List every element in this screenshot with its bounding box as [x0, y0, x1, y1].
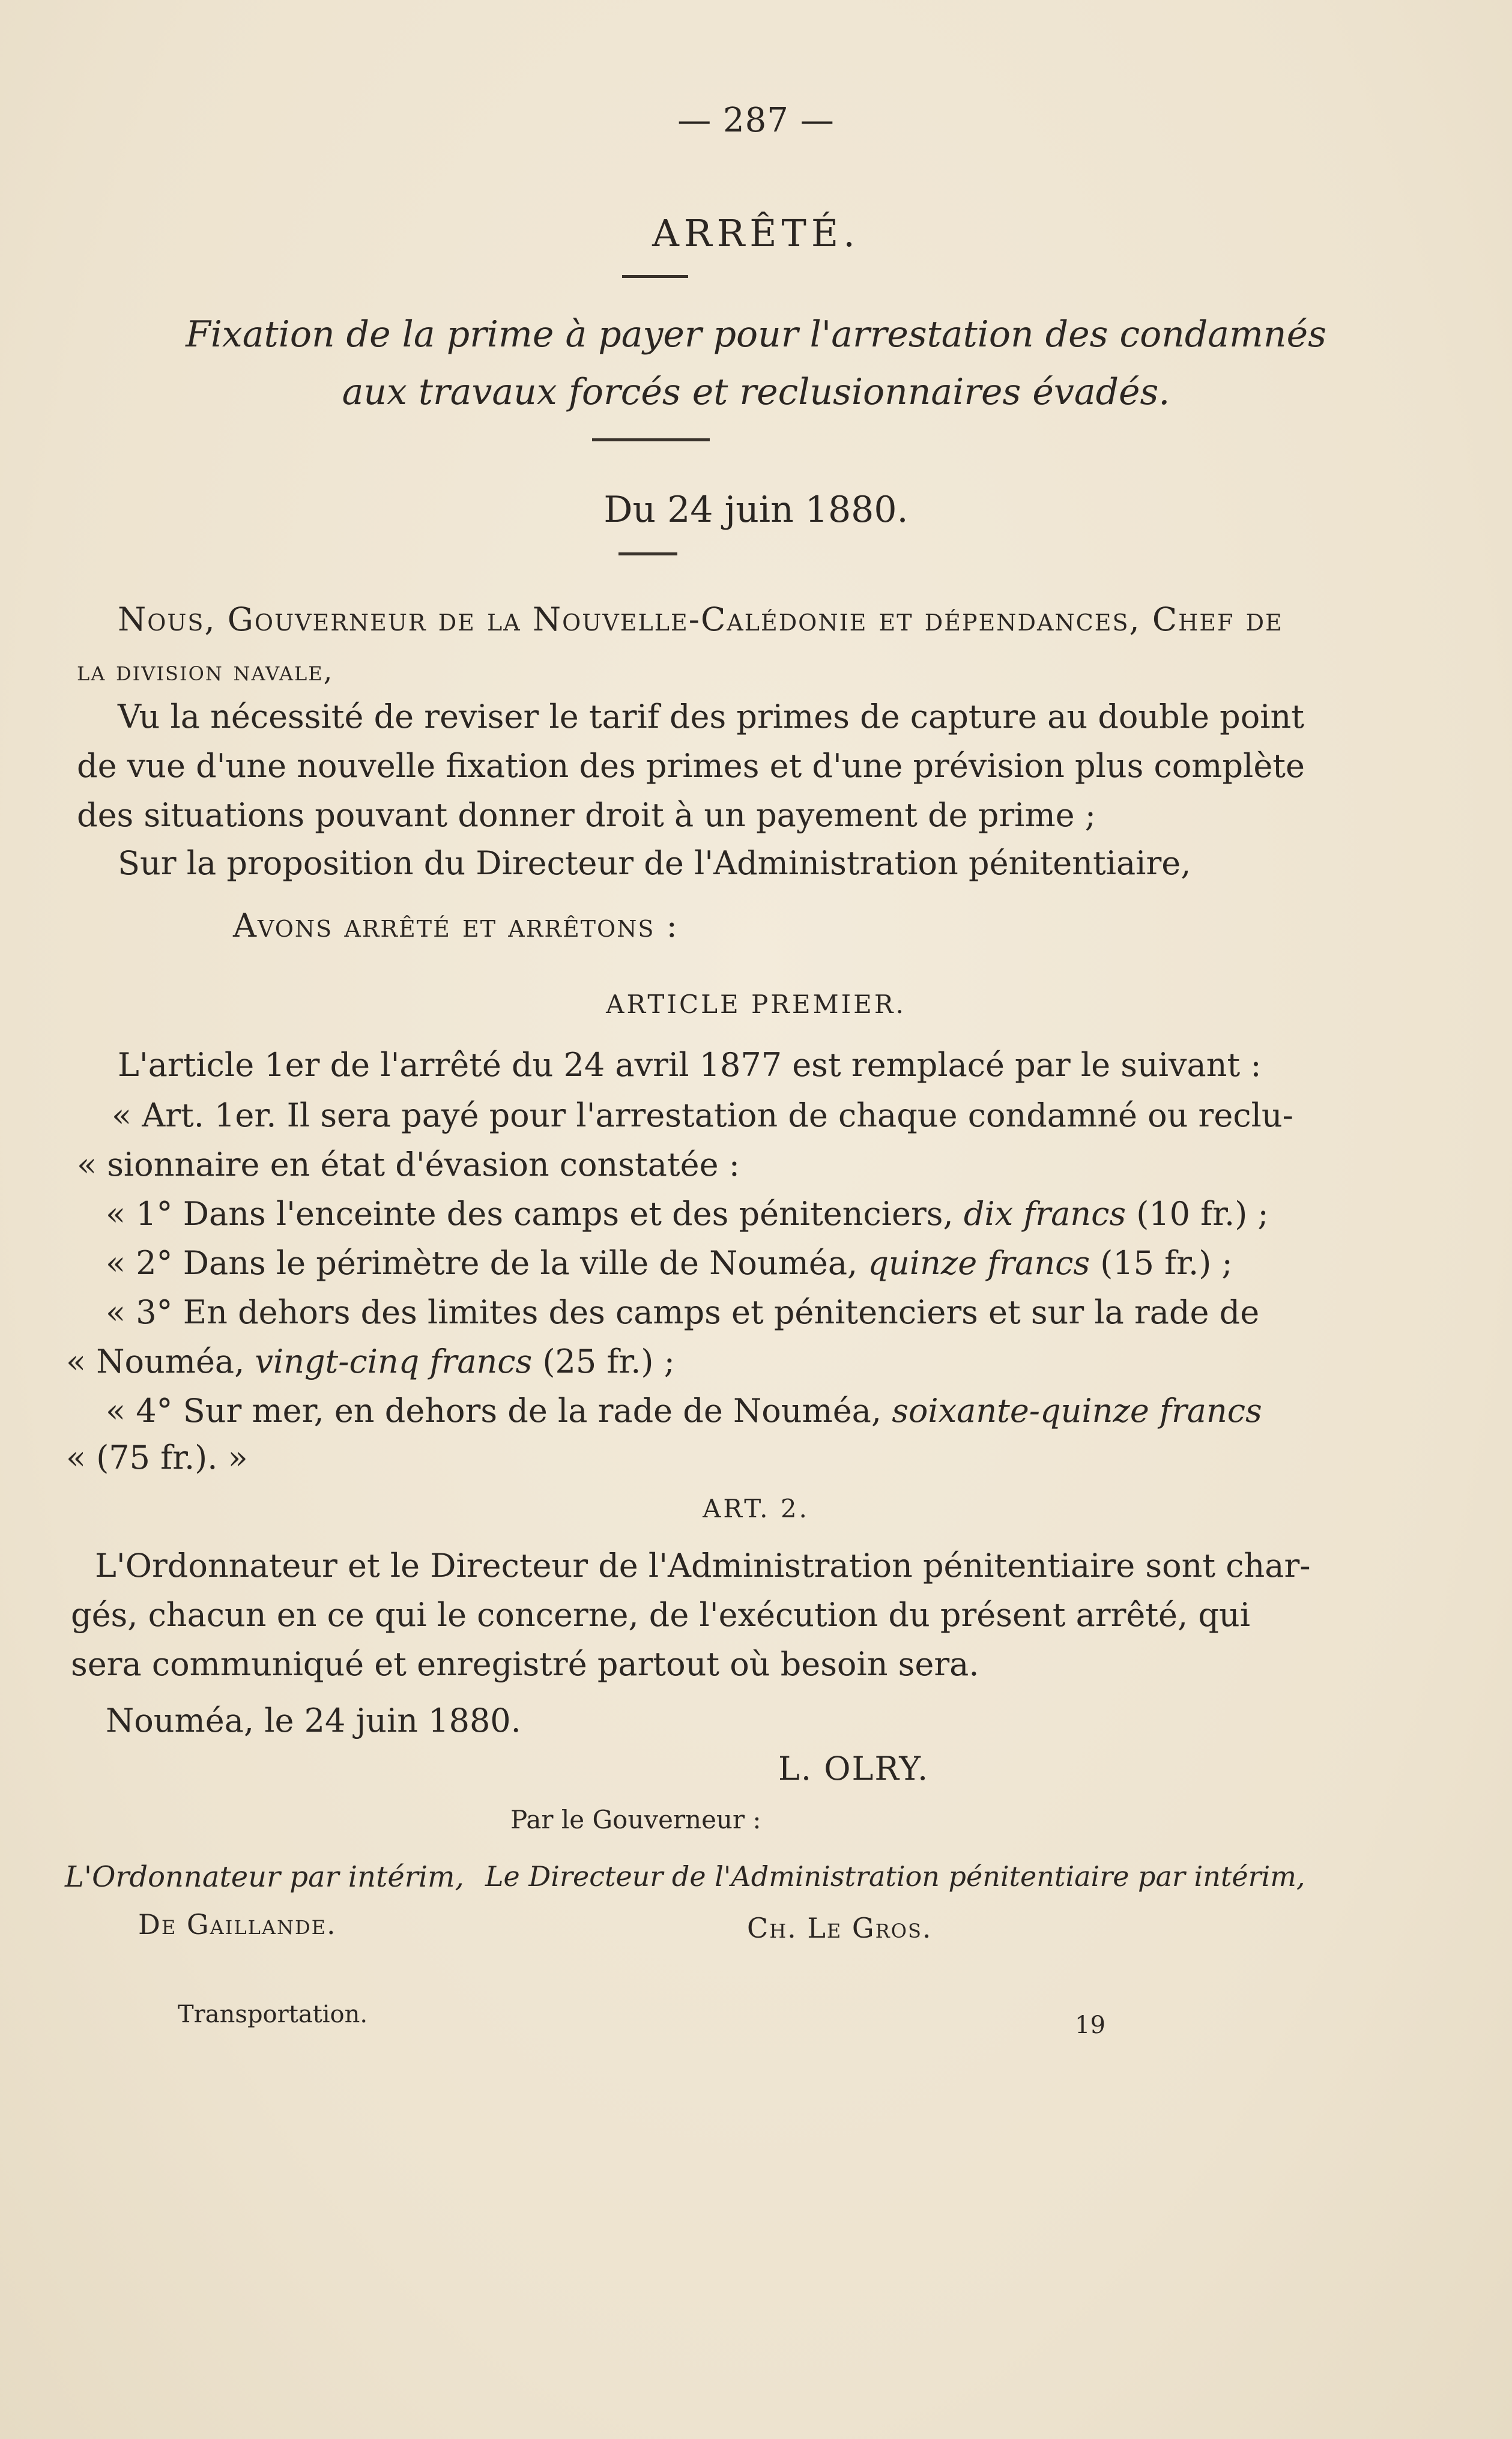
date-divider: [618, 552, 677, 555]
decree-formula: Avons arrêté et arrêtons :: [233, 907, 679, 944]
article-1-line-4-sum: (10 fr.) ;: [1136, 1195, 1269, 1233]
article-1-line-7-text: « Nouméa,: [66, 1343, 245, 1380]
subtitle-line-1: Fixation de la prime à payer pour l'arrestation des condamnés: [186, 313, 1326, 355]
title-divider: [622, 275, 688, 278]
directeur-name: Ch. Le Gros.: [747, 1912, 933, 1944]
article-1-line-8-amount: soixante-quinze francs: [892, 1392, 1262, 1430]
governor-signature: L. OLRY.: [778, 1750, 930, 1788]
article-1-line-4-text: « 1° Dans l'enceinte des camps et des pénitenciers,: [106, 1195, 954, 1233]
article-1-line-4: [106, 1195, 1269, 1233]
directeur-title: Le Directeur de l'Administration pénitentiaire par intérim,: [485, 1860, 1305, 1893]
ordonnateur-name: De Gaillande.: [138, 1908, 337, 1941]
article-1-heading: ARTICLE PREMIER.: [606, 990, 906, 1019]
preamble-line-1: Nous, Gouverneur de la Nouvelle-Calédonie et dépendances, Chef de: [118, 600, 1283, 638]
subtitle-divider: [592, 438, 710, 441]
section-label: Transportation.: [178, 2001, 368, 2028]
article-1-line-4-amount: dix francs: [963, 1195, 1126, 1233]
page-title: ARRÊTÉ.: [652, 211, 860, 255]
preamble-line-2: la division navale,: [77, 654, 334, 687]
article-1-line-2: « Art. 1er. Il sera payé pour l'arrestation de chaque condamné ou reclu-: [112, 1096, 1293, 1134]
article-1-line-1: L'article 1er de l'arrêté du 24 avril 1877 est remplacé par le suivant :: [118, 1046, 1262, 1084]
article-2-heading: ART. 2.: [703, 1494, 809, 1523]
article-1-line-5: [106, 1244, 1247, 1282]
article-1-line-6: « 3° En dehors des limites des camps et pénitenciers et sur la rade de: [106, 1293, 1260, 1331]
article-1-line-5-amount: quinze francs: [868, 1244, 1090, 1282]
article-1-line-5-sum: (15 fr.) ;: [1100, 1244, 1233, 1282]
page-number: — 287 —: [677, 101, 835, 140]
by-governor-label: Par le Gouverneur :: [510, 1805, 761, 1834]
article-1-line-8: [106, 1392, 1262, 1430]
article-2-line-3: sera communiqué et enregistré partout où besoin sera.: [71, 1645, 979, 1683]
preamble-line-6: Sur la proposition du Directeur de l'Administration pénitentiaire,: [118, 844, 1191, 882]
article-1-line-3: « sionnaire en état d'évasion constatée :: [77, 1146, 740, 1183]
signature-mark: 19: [1075, 2011, 1105, 2039]
article-1-line-7: [66, 1343, 1207, 1380]
ordonnateur-title: L'Ordonnateur par intérim,: [65, 1860, 464, 1894]
article-1-line-7-sum: (25 fr.) ;: [542, 1343, 675, 1380]
preamble-line-5: des situations pouvant donner droit à un payement de prime ;: [77, 796, 1096, 834]
article-1-line-9: « (75 fr.). »: [66, 1439, 248, 1476]
article-1-line-7-amount: vingt-cinq francs: [255, 1343, 533, 1380]
subtitle-line-2: aux travaux forcés et reclusionnaires évadés.: [342, 371, 1170, 413]
article-1-line-8-text: « 4° Sur mer, en dehors de la rade de Nouméa,: [106, 1392, 882, 1430]
place-and-date: Nouméa, le 24 juin 1880.: [106, 1702, 521, 1739]
article-1-line-5-text: « 2° Dans le périmètre de la ville de Nouméa,: [106, 1244, 858, 1282]
preamble-line-3: Vu la nécessité de reviser le tarif des primes de capture au double point: [118, 698, 1304, 736]
preamble-line-4: de vue d'une nouvelle fixation des primes et d'une prévision plus complète: [77, 747, 1305, 785]
article-2-line-1: L'Ordonnateur et le Directeur de l'Administration pénitentiaire sont char-: [95, 1547, 1311, 1585]
decree-date: Du 24 juin 1880.: [603, 489, 909, 531]
article-2-line-2: gés, chacun en ce qui le concerne, de l'exécution du présent arrêté, qui: [71, 1596, 1250, 1634]
